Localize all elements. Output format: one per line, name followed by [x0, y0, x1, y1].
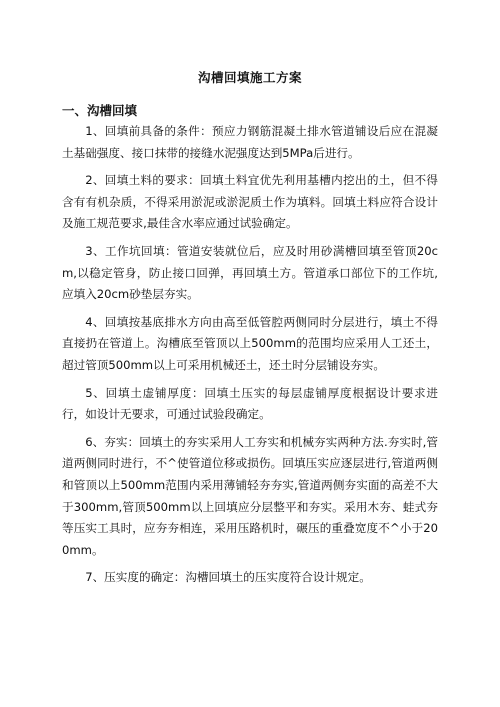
document-body — [62, 121, 438, 595]
paragraph-4: 4、回填按基底排水方向由高至低管腔两侧同时分层进行，填土不得直接扔在管道上。沟槽底至管顶以上500mm的范围均应采用人工还土，超过管顶500mm以上可采用机械还土，还土时分层铺设夯实。 — [62, 314, 438, 372]
paragraph-6: 6、夯实：回填土的夯实采用人工夯实和机械夯实两种方法.夯实时,管道两侧同时进行，不^使管道位移或损伤。回填压实应逐层进行,管道两侧和管顶以上500mm范围内采用薄铺轻夯夯实,管道两侧夯实面的高差不大于300mm,管顶500mm以上回填应分层整平和夯实。采用木夯、蛙式夯等压实工具时，应夯夯相连，采用压路机时，碾压的重叠宽度不^小于200mm。 — [62, 434, 438, 557]
paragraph-1: 1、回填前具备的条件：预应力钢筋混凝土排水管道铺设后应在混凝土基础强度、接口抹带的接缝水泥强度达到5MPa后进行。 — [62, 124, 438, 160]
paragraph-7: 7、压实度的确定：沟槽回填土的压实度符合设计规定。 — [85, 570, 371, 585]
section-heading: 一、沟槽回填 — [62, 103, 138, 118]
paragraph-2: 2、回填土料的要求：回填土料宜优先利用基槽内挖出的土，但不得含有有机杂质，不得采用淤泥或淤泥质土作为填料。回填土料应符合设计及施工规范要求,最佳含水率应通过试验确定。 — [62, 173, 438, 231]
paragraph-5: 5、回填土虚铺厚度：回填土压实的每层虚铺厚度根据设计要求进行，如设计无要求，可通过试验段确定。 — [62, 385, 438, 422]
document-title: 沟槽回填施工方案 — [197, 70, 302, 85]
paragraph-3: 3、工作坑回填：管道安装就位后，应及时用砂满槽回填至管顶20cm,以稳定管身，防止接口回弹，再回填土方。管道承口部位下的工作坑,应填入20cm砂垫层夯实。 — [62, 243, 438, 302]
